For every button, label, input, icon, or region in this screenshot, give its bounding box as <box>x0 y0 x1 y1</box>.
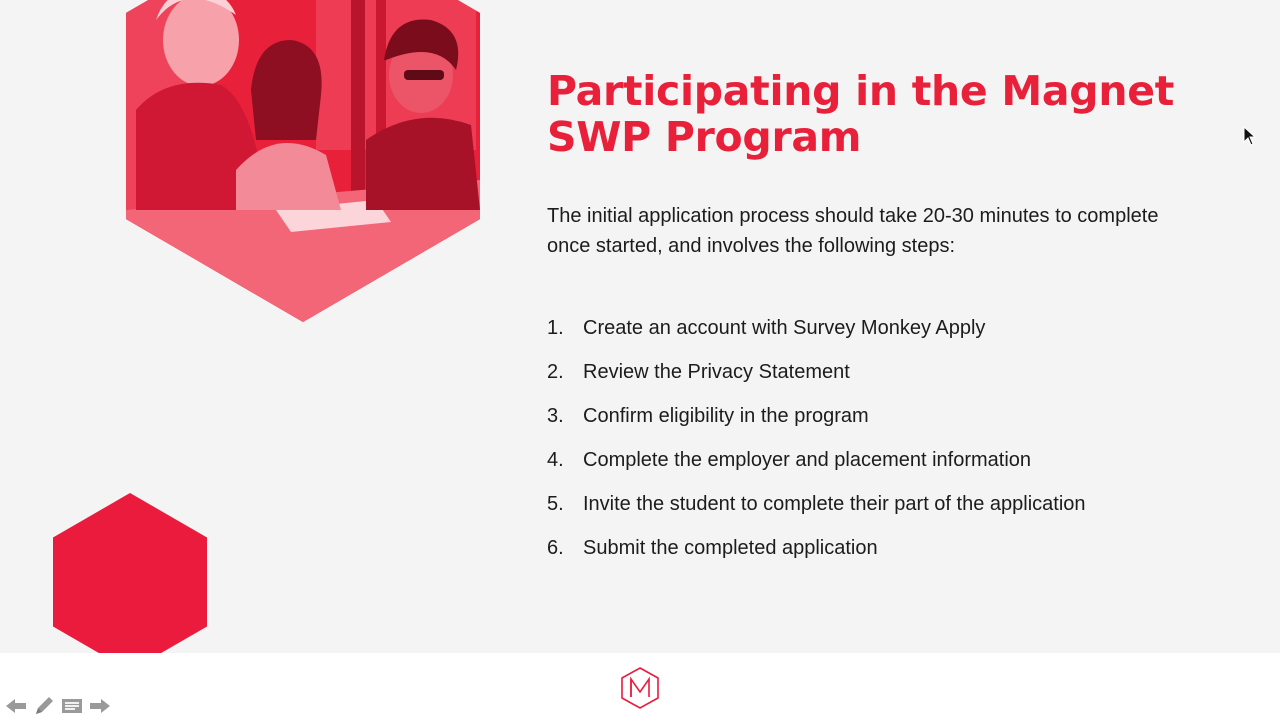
step-number: 1. <box>547 316 564 339</box>
pen-tool-button[interactable] <box>30 694 58 718</box>
step-number: 6. <box>547 536 564 559</box>
step-text: Invite the student to complete their part of the application <box>583 492 1086 515</box>
intro-paragraph: The initial application process should take 20-30 minutes to complete once started, and involves the following steps: <box>547 205 1159 257</box>
next-slide-button[interactable] <box>86 694 114 718</box>
previous-slide-button[interactable] <box>2 694 30 718</box>
step-text: Submit the completed application <box>583 536 878 559</box>
list-item <box>547 306 1227 350</box>
list-item <box>547 350 1227 394</box>
list-item <box>547 482 1227 526</box>
list-item <box>547 526 1227 570</box>
step-text: Complete the employer and placement information <box>583 448 1032 471</box>
students-photo <box>126 0 480 322</box>
step-number: 3. <box>547 404 564 427</box>
pen-icon <box>33 695 55 717</box>
step-number: 2. <box>547 360 564 383</box>
mouse-cursor-icon <box>1243 126 1257 146</box>
arrow-right-icon <box>89 698 111 714</box>
slide-title: Participating in the Magnet SWP Program <box>547 67 1175 161</box>
list-item <box>547 394 1227 438</box>
list-item <box>547 438 1227 482</box>
step-number: 4. <box>547 448 564 471</box>
steps-list <box>547 306 1227 570</box>
step-text: Confirm eligibility in the program <box>583 404 869 427</box>
menu-icon <box>61 698 83 714</box>
step-text: Create an account with Survey Monkey Apply <box>583 316 986 339</box>
slide-menu-button[interactable] <box>58 694 86 718</box>
step-text: Review the Privacy Statement <box>583 360 850 383</box>
students-photo-illustration <box>126 0 480 322</box>
arrow-left-icon <box>5 698 27 714</box>
slide-navigation <box>2 694 114 718</box>
step-number: 5. <box>547 492 564 515</box>
magnet-logo-icon <box>620 666 660 710</box>
